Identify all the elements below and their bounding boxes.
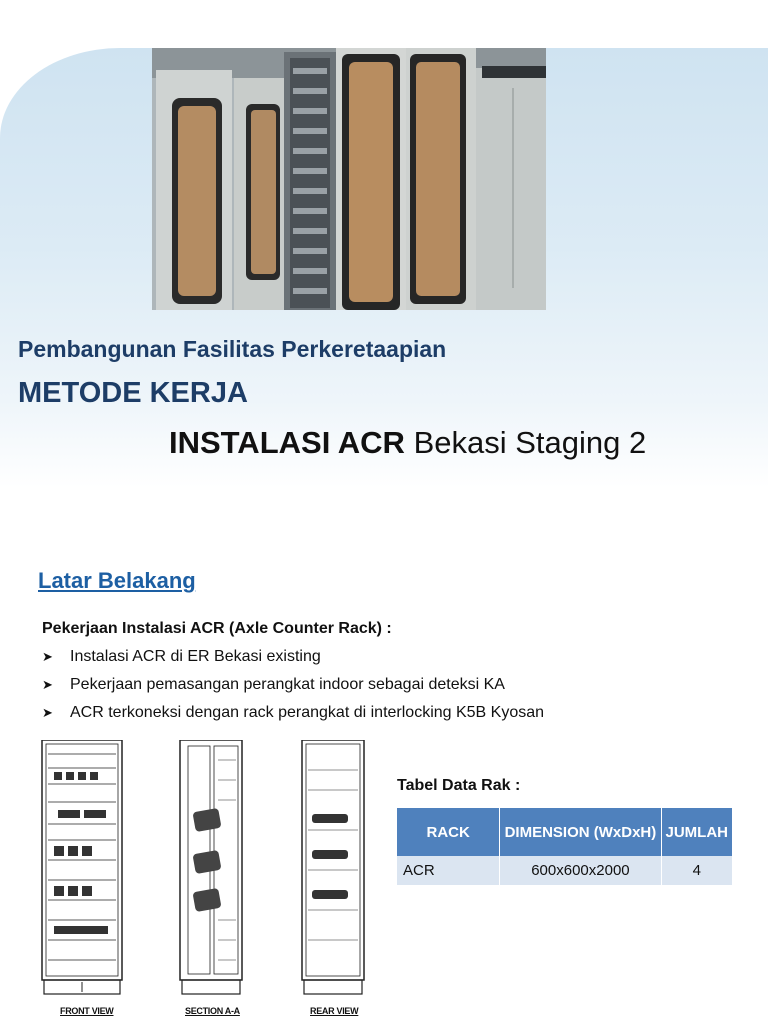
rear-view-label: REAR VIEW — [310, 1006, 359, 1016]
bullet-text: ACR terkoneksi dengan rack perangkat di interlocking K5B Kyosan — [70, 704, 545, 721]
table-header-row — [397, 808, 732, 856]
topic-heading — [169, 425, 646, 461]
presentation-title: METODE KERJA — [18, 377, 248, 409]
bullet-item — [42, 674, 544, 702]
topic-location: Bekasi Staging 2 — [413, 425, 647, 460]
bullet-text: Pekerjaan pemasangan perangkat indoor sebagai deteksi KA — [70, 676, 505, 693]
bullet-item — [42, 646, 544, 674]
arrow-bullet-icon: ➤ — [42, 705, 53, 720]
rack-data-table — [397, 808, 732, 885]
table-row — [397, 856, 732, 885]
arrow-bullet-icon: ➤ — [42, 649, 53, 664]
front-view-drawing — [40, 740, 124, 996]
rear-view-drawing — [300, 740, 366, 996]
presentation-subtitle: Pembangunan Fasilitas Perkeretaapian — [18, 336, 447, 362]
bullet-list — [42, 646, 544, 730]
column-header-jumlah: JUMLAH — [661, 808, 732, 856]
column-header-dimension: DIMENSION (WxDxH) — [500, 808, 661, 856]
section-view-label: SECTION A-A — [185, 1006, 240, 1016]
column-header-rack: RACK — [397, 808, 500, 856]
server-rack-photo — [152, 48, 546, 310]
arrow-bullet-icon: ➤ — [42, 677, 53, 692]
section-view-drawing — [178, 740, 244, 996]
cell-dimension: 600x600x2000 — [500, 856, 661, 885]
section-title: Latar Belakang — [38, 568, 196, 593]
cell-jumlah: 4 — [661, 856, 732, 885]
bullet-item — [42, 702, 544, 730]
section-lead: Pekerjaan Instalasi ACR (Axle Counter Rack) : — [42, 620, 392, 637]
cell-rack: ACR — [397, 856, 500, 885]
topic-bold: INSTALASI ACR — [169, 425, 405, 460]
table-title: Tabel Data Rak : — [397, 777, 521, 794]
bullet-text: Instalasi ACR di ER Bekasi existing — [70, 648, 321, 665]
front-view-label: FRONT VIEW — [60, 1006, 114, 1016]
